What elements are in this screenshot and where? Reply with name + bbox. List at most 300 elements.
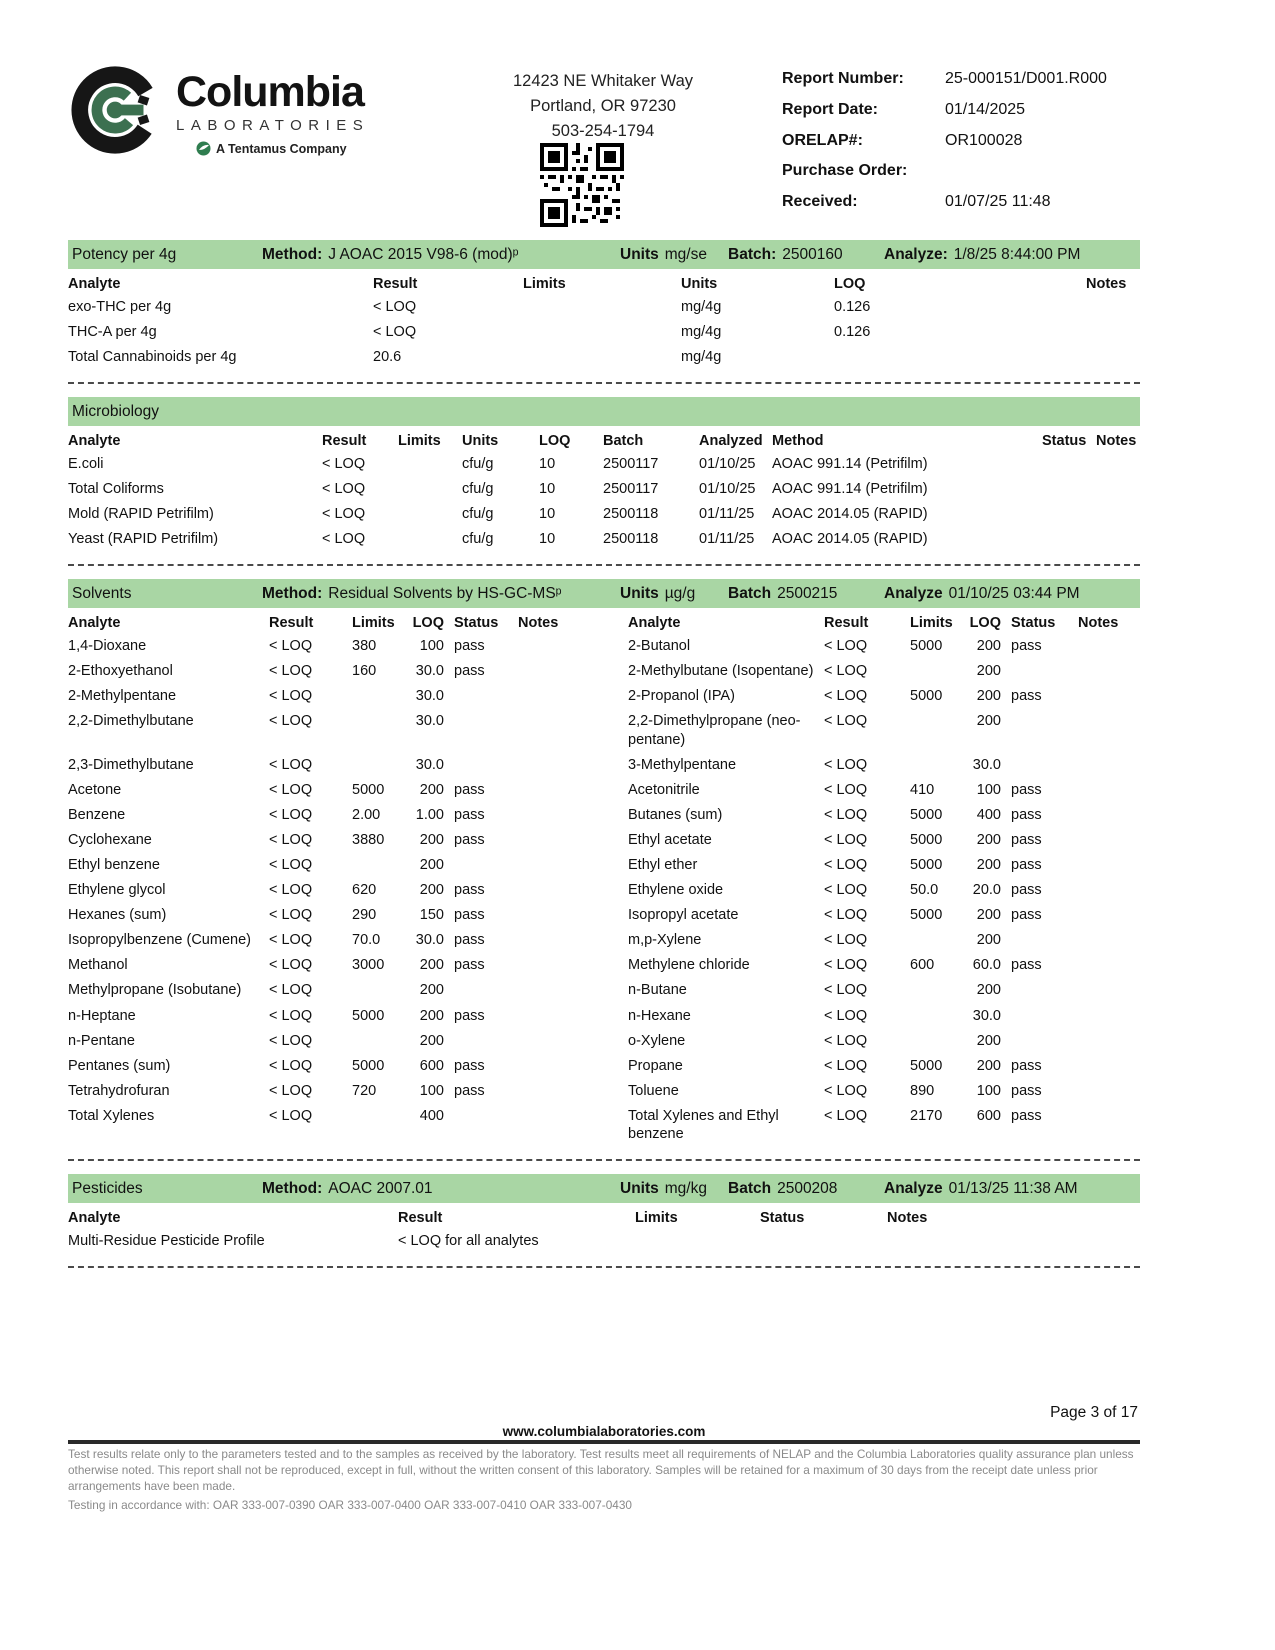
col-header-method: Method xyxy=(772,433,824,450)
method-cell: AOAC 2014.05 (RAPID) xyxy=(772,531,928,548)
status-cell xyxy=(454,1029,518,1054)
col-header-status: Status xyxy=(454,615,499,632)
microbiology-row xyxy=(68,452,1140,477)
analyte-cell: Isopropylbenzene (Cumene) xyxy=(68,932,251,949)
limits-cell: 5000 xyxy=(910,1057,943,1074)
solvent-row xyxy=(68,928,1140,953)
status-cell xyxy=(1011,709,1078,753)
result-cell: < LOQ xyxy=(269,713,313,730)
result-cell: < LOQ xyxy=(373,299,417,315)
analyze-label: Analyze xyxy=(884,584,943,602)
loq-cell: 200 xyxy=(976,857,1001,874)
limits-cell: 380 xyxy=(352,638,377,655)
analyte-cell: Toluene xyxy=(628,1082,679,1099)
column-spacer xyxy=(576,709,628,753)
col-header-status: Status xyxy=(1011,615,1056,632)
solvent-row xyxy=(68,659,1140,684)
notes-cell xyxy=(518,1079,576,1104)
result-cell: < LOQ xyxy=(824,882,868,899)
analyte-cell: Multi-Residue Pesticide Profile xyxy=(68,1233,265,1250)
analyte-cell: Methylpropane (Isobutane) xyxy=(68,982,242,999)
status-cell: pass xyxy=(454,832,485,849)
limits-cell: 890 xyxy=(910,1082,935,1099)
solvent-row xyxy=(68,978,1140,1003)
analyte-cell: 2-Butanol xyxy=(628,638,691,655)
loq-cell: 200 xyxy=(419,1007,444,1024)
loq-cell: 30.0 xyxy=(415,757,444,774)
potency-row xyxy=(68,320,1140,345)
loq-cell: 200 xyxy=(419,957,444,974)
report-info xyxy=(782,69,1140,223)
loq-cell: 100 xyxy=(976,782,1001,799)
units-cell: mg/4g xyxy=(681,299,722,315)
report-info-value xyxy=(945,161,1140,182)
loq-cell: 400 xyxy=(419,1107,444,1124)
col-header-notes: Notes xyxy=(887,1210,928,1227)
result-cell: < LOQ xyxy=(322,506,366,523)
units-value: mg/se xyxy=(664,245,707,263)
section-header-pesticides xyxy=(68,1174,1140,1203)
limits-cell: 5000 xyxy=(352,1057,385,1074)
loq-cell: 150 xyxy=(419,907,444,924)
result-cell: < LOQ xyxy=(269,957,313,974)
section-divider xyxy=(68,1159,1140,1161)
analyze-label: Analyze: xyxy=(884,245,948,263)
column-spacer xyxy=(576,753,628,778)
solvent-row xyxy=(68,1054,1140,1079)
limits-cell xyxy=(910,928,965,953)
report-info-value: 25-000151/D001.R000 xyxy=(945,70,1107,87)
column-spacer xyxy=(576,1104,628,1148)
limits-cell: 5000 xyxy=(910,832,943,849)
solvent-row xyxy=(68,1004,1140,1029)
notes-cell xyxy=(518,684,576,709)
potency-table xyxy=(68,269,1140,370)
status-cell xyxy=(454,709,518,753)
loq-cell: 200 xyxy=(976,907,1001,924)
result-cell: < LOQ xyxy=(824,688,868,705)
solvents-header-row xyxy=(68,608,1140,634)
loq-cell: 0.126 xyxy=(834,324,871,341)
limits-cell: 5000 xyxy=(910,807,943,824)
result-cell: < LOQ xyxy=(269,1057,313,1074)
limits-cell xyxy=(398,527,462,552)
notes-cell xyxy=(518,753,576,778)
notes-cell xyxy=(1086,320,1140,345)
result-cell: < LOQ xyxy=(269,688,313,705)
result-cell: < LOQ xyxy=(824,957,868,974)
result-cell: < LOQ xyxy=(269,1032,313,1049)
report-header xyxy=(68,55,1140,235)
section-title: Solvents xyxy=(72,584,132,602)
limits-cell xyxy=(523,295,681,320)
notes-cell xyxy=(1096,452,1140,477)
notes-cell xyxy=(518,928,576,953)
result-cell: < LOQ xyxy=(824,713,868,730)
notes-cell xyxy=(1078,878,1140,903)
loq-cell: 10 xyxy=(539,531,556,548)
section-divider xyxy=(68,564,1140,566)
status-cell: pass xyxy=(454,663,485,680)
result-cell: < LOQ xyxy=(269,982,313,999)
limits-cell xyxy=(910,1029,965,1054)
loq-cell: 200 xyxy=(976,1057,1001,1074)
loq-cell: 30.0 xyxy=(415,663,444,680)
col-header-limits: Limits xyxy=(635,1210,678,1227)
analyte-cell: Cyclohexane xyxy=(68,832,152,849)
solvent-row xyxy=(68,684,1140,709)
col-header-result: Result xyxy=(373,276,418,292)
pesticides-table xyxy=(68,1203,1140,1254)
col-header-status: Status xyxy=(1042,433,1087,450)
notes-cell xyxy=(518,778,576,803)
col-header-result: Result xyxy=(269,615,314,632)
notes-cell xyxy=(1078,1079,1140,1104)
loq-cell: 30.0 xyxy=(415,688,444,705)
analyte-cell: Pentanes (sum) xyxy=(68,1057,171,1074)
report-body xyxy=(68,240,1140,1281)
analyze-value: 01/10/25 03:44 PM xyxy=(948,584,1080,602)
loq-cell: 200 xyxy=(976,663,1001,680)
loq-cell: 200 xyxy=(419,857,444,874)
col-header-analyte: Analyte xyxy=(68,276,121,292)
column-spacer xyxy=(576,1029,628,1054)
col-header-result: Result xyxy=(824,615,869,632)
solvent-row xyxy=(68,1104,1140,1148)
status-cell xyxy=(1011,753,1078,778)
analyte-cell: Ethylene oxide xyxy=(628,882,724,899)
loq-cell: 60.0 xyxy=(972,957,1001,974)
analyze-value: 1/8/25 8:44:00 PM xyxy=(953,245,1081,263)
method-cell: AOAC 2014.05 (RAPID) xyxy=(772,506,928,523)
loq-cell: 30.0 xyxy=(415,932,444,949)
result-cell: < LOQ xyxy=(824,1032,868,1049)
batch-value: 2500208 xyxy=(777,1179,838,1197)
col-header-analyzed: Analyzed xyxy=(699,433,763,450)
result-cell: < LOQ xyxy=(824,757,868,774)
analyte-cell: 2,2-Dimethylpropane (neo-pentane) xyxy=(628,713,801,749)
analyte-cell: 2-Methylbutane (Isopentane) xyxy=(628,663,814,680)
notes-cell xyxy=(518,853,576,878)
column-spacer xyxy=(576,608,628,634)
loq-cell: 600 xyxy=(976,1107,1001,1124)
limits-cell xyxy=(398,477,462,502)
analyte-cell: Total Coliforms xyxy=(68,481,164,498)
limits-cell: 2.00 xyxy=(352,807,381,824)
brand-subtitle: LABORATORIES xyxy=(176,117,370,134)
status-cell: pass xyxy=(1011,907,1042,924)
analyte-cell: 1,4-Dioxane xyxy=(68,638,147,655)
analyte-cell: 2-Propanol (IPA) xyxy=(628,688,735,705)
solvent-row xyxy=(68,1079,1140,1104)
notes-cell xyxy=(518,978,576,1003)
analyte-cell: 2-Methylpentane xyxy=(68,688,177,705)
limits-cell xyxy=(910,659,965,684)
status-cell: pass xyxy=(1011,1057,1042,1074)
solvents-table xyxy=(68,608,1140,1147)
analyte-cell: exo-THC per 4g xyxy=(68,299,172,315)
report-info-row xyxy=(782,131,1140,152)
column-spacer xyxy=(576,828,628,853)
page-number: Page 3 of 17 xyxy=(1050,1404,1138,1421)
status-cell: pass xyxy=(454,932,485,949)
analyte-cell: 2,3-Dimethylbutane xyxy=(68,757,194,774)
notes-cell xyxy=(518,634,576,659)
status-cell xyxy=(454,853,518,878)
status-cell: pass xyxy=(1011,1082,1042,1099)
result-cell: < LOQ xyxy=(269,1082,313,1099)
notes-cell xyxy=(518,1004,576,1029)
units-cell: mg/4g xyxy=(681,349,722,366)
units-value: mg/kg xyxy=(664,1179,707,1197)
status-cell: pass xyxy=(454,1082,485,1099)
col-header-result: Result xyxy=(398,1210,443,1227)
notes-cell xyxy=(1078,828,1140,853)
status-cell: pass xyxy=(454,907,485,924)
analyzed-cell: 01/10/25 xyxy=(699,456,756,473)
limits-cell: 70.0 xyxy=(352,932,381,949)
solvent-row xyxy=(68,778,1140,803)
limits-cell: 5000 xyxy=(910,688,943,705)
column-spacer xyxy=(576,953,628,978)
result-cell: < LOQ xyxy=(824,638,868,655)
analyte-cell: Tetrahydrofuran xyxy=(68,1082,170,1099)
col-header-limits: Limits xyxy=(398,433,441,450)
solvent-row xyxy=(68,878,1140,903)
result-cell: 20.6 xyxy=(373,349,402,366)
analyte-cell: Acetonitrile xyxy=(628,782,700,799)
columbia-logo-text xyxy=(176,61,369,156)
column-spacer xyxy=(576,1004,628,1029)
col-header-units: Units xyxy=(681,276,718,292)
status-cell xyxy=(1011,1029,1078,1054)
limits-cell: 5000 xyxy=(352,1007,385,1024)
notes-cell xyxy=(1078,978,1140,1003)
notes-cell xyxy=(1078,634,1140,659)
brand-name: Columbia xyxy=(176,68,364,116)
units-label: Units xyxy=(620,245,659,263)
col-header-notes: Notes xyxy=(1096,433,1137,450)
solvent-row xyxy=(68,1029,1140,1054)
col-header-loq: LOQ xyxy=(412,615,444,632)
batch-label: Batch xyxy=(728,584,772,602)
microbiology-table xyxy=(68,426,1140,552)
col-header-notes: Notes xyxy=(1086,276,1127,292)
notes-cell xyxy=(1086,295,1140,320)
limits-cell: 290 xyxy=(352,907,377,924)
analyte-cell: Propane xyxy=(628,1057,683,1074)
report-info-label: ORELAP#: xyxy=(782,131,863,149)
disclaimer-text: Test results relate only to the parameters tested and to the samples as received by the laboratory. Test results meet all requirements of NELAP and the Columbia Laboratories quality assurance plan unless otherwise noted. This report shall not be reproduced, except in full, without the written consent of this laboratory. Samples will be retained for a maximum of 30 days from the receipt date unless prior arrangements have been made. xyxy=(68,1447,1134,1493)
status-cell xyxy=(454,1104,518,1148)
limits-cell xyxy=(352,753,408,778)
solvent-row xyxy=(68,753,1140,778)
limits-cell: 5000 xyxy=(352,782,385,799)
potency-row xyxy=(68,295,1140,320)
status-cell xyxy=(454,684,518,709)
report-info-row xyxy=(782,69,1140,90)
status-cell xyxy=(1042,477,1096,502)
notes-cell xyxy=(518,878,576,903)
loq-cell: 200 xyxy=(976,713,1001,730)
notes-cell xyxy=(1078,1029,1140,1054)
status-cell xyxy=(1042,527,1096,552)
columbia-logo-icon xyxy=(70,61,168,159)
notes-cell xyxy=(1078,753,1140,778)
address-line1: 12423 NE Whitaker Way xyxy=(512,72,694,90)
limits-cell: 5000 xyxy=(910,638,943,655)
status-cell: pass xyxy=(1011,957,1042,974)
notes-cell xyxy=(1078,903,1140,928)
result-cell: < LOQ xyxy=(824,857,868,874)
loq-cell: 30.0 xyxy=(972,1007,1001,1024)
report-info-label: Received: xyxy=(782,193,858,211)
analyte-cell: Isopropyl acetate xyxy=(628,907,739,924)
analyte-cell: o-Xylene xyxy=(628,1032,686,1049)
units-label: Units xyxy=(620,1179,659,1197)
status-cell: pass xyxy=(1011,688,1042,705)
solvent-row xyxy=(68,709,1140,753)
column-spacer xyxy=(576,878,628,903)
analyte-cell: n-Butane xyxy=(628,982,687,999)
loq-cell: 10 xyxy=(539,456,556,473)
result-cell: < LOQ xyxy=(269,832,313,849)
section-divider xyxy=(68,382,1140,384)
notes-cell xyxy=(518,659,576,684)
analyzed-cell: 01/11/25 xyxy=(699,531,755,548)
section-title: Potency per 4g xyxy=(72,245,177,263)
report-info-row xyxy=(782,161,1140,182)
method-label: Method: xyxy=(262,245,323,263)
col-header-limits: Limits xyxy=(352,615,395,632)
status-cell: pass xyxy=(454,957,485,974)
limits-cell xyxy=(910,709,965,753)
analyte-cell: Hexanes (sum) xyxy=(68,907,167,924)
notes-cell xyxy=(1078,928,1140,953)
column-spacer xyxy=(576,634,628,659)
loq-cell: 200 xyxy=(976,688,1001,705)
col-header-loq: LOQ xyxy=(969,615,1001,632)
solvent-row xyxy=(68,828,1140,853)
result-cell: < LOQ xyxy=(269,882,313,899)
limits-cell xyxy=(398,452,462,477)
loq-cell: 600 xyxy=(419,1057,444,1074)
report-info-value: 01/07/25 11:48 xyxy=(945,193,1051,211)
limits-cell xyxy=(352,978,408,1003)
units-cell: mg/4g xyxy=(681,324,722,341)
result-cell: < LOQ xyxy=(269,638,313,655)
notes-cell xyxy=(1078,709,1140,753)
report-info-label: Report Date: xyxy=(782,100,879,118)
notes-cell xyxy=(1096,527,1140,552)
tentamus-tagline xyxy=(196,141,369,156)
col-header-units: Units xyxy=(462,433,499,450)
analyte-cell: 2,2-Dimethylbutane xyxy=(68,713,194,730)
method-label: Method: xyxy=(262,1179,323,1197)
col-header-analyte: Analyte xyxy=(68,433,121,450)
notes-cell xyxy=(518,709,576,753)
analyte-cell: Acetone xyxy=(68,782,122,799)
analyte-cell: Total Xylenes xyxy=(68,1107,155,1124)
limits-cell: 410 xyxy=(910,782,935,799)
method-cell: AOAC 991.14 (Petrifilm) xyxy=(772,481,928,498)
result-cell: < LOQ xyxy=(824,1107,868,1124)
tentamus-leaf-icon xyxy=(196,141,211,156)
analyte-cell: Butanes (sum) xyxy=(628,807,723,824)
solvent-row xyxy=(68,953,1140,978)
column-spacer xyxy=(576,684,628,709)
solvent-row xyxy=(68,903,1140,928)
pesticide-row xyxy=(68,1229,1140,1254)
result-cell: < LOQ xyxy=(824,782,868,799)
analyte-cell: Ethyl acetate xyxy=(628,832,712,849)
loq-cell xyxy=(834,345,1086,370)
loq-cell: 200 xyxy=(976,638,1001,655)
batch-cell: 2500117 xyxy=(603,481,659,498)
report-info-row xyxy=(782,100,1140,121)
status-cell: pass xyxy=(1011,832,1042,849)
limits-cell xyxy=(910,753,965,778)
column-spacer xyxy=(576,978,628,1003)
report-info-value: OR100028 xyxy=(945,131,1023,149)
limits-cell: 50.0 xyxy=(910,882,939,899)
result-cell: < LOQ xyxy=(824,663,868,680)
status-cell: pass xyxy=(454,638,485,655)
microbiology-header-row xyxy=(68,426,1140,452)
limits-cell xyxy=(352,709,408,753)
loq-cell: 200 xyxy=(419,1032,444,1049)
col-header-notes: Notes xyxy=(518,615,559,632)
loq-cell: 200 xyxy=(976,982,1001,999)
method-value: Residual Solvents by HS-GC-MSᵖ xyxy=(328,584,562,602)
potency-header-row xyxy=(68,269,1140,295)
column-spacer xyxy=(576,659,628,684)
result-cell: < LOQ xyxy=(322,456,366,473)
result-cell: < LOQ xyxy=(824,832,868,849)
col-header-limits: Limits xyxy=(523,276,566,292)
limits-cell: 160 xyxy=(352,663,377,680)
analyte-cell: Total Cannabinoids per 4g xyxy=(68,349,237,366)
result-cell: < LOQ xyxy=(269,932,313,949)
analyte-cell: Methylene chloride xyxy=(628,957,750,974)
result-cell: < LOQ xyxy=(824,907,868,924)
column-spacer xyxy=(576,778,628,803)
loq-cell: 200 xyxy=(976,832,1001,849)
result-cell: < LOQ xyxy=(373,324,417,341)
analyte-cell: 3-Methylpentane xyxy=(628,757,737,774)
limits-cell xyxy=(910,978,965,1003)
loq-cell: 30.0 xyxy=(415,713,444,730)
loq-cell: 100 xyxy=(419,638,444,655)
status-cell: pass xyxy=(1011,882,1042,899)
limits-cell: 5000 xyxy=(910,857,943,874)
limits-cell: 3880 xyxy=(352,832,385,849)
status-cell xyxy=(1011,659,1078,684)
col-header-analyte: Analyte xyxy=(68,1210,121,1227)
column-spacer xyxy=(576,1079,628,1104)
column-spacer xyxy=(576,903,628,928)
loq-cell: 200 xyxy=(419,982,444,999)
microbiology-row xyxy=(68,502,1140,527)
lab-address xyxy=(448,69,758,143)
notes-cell xyxy=(518,1029,576,1054)
section-header-solvents xyxy=(68,579,1140,608)
limits-cell xyxy=(352,1029,408,1054)
report-info-row xyxy=(782,192,1140,213)
batch-label: Batch xyxy=(728,1179,772,1197)
testing-accordance-text: Testing in accordance with: OAR 333-007-0390 OAR 333-007-0400 OAR 333-007-0410 OAR 333-007-0430 xyxy=(68,1497,632,1512)
analyze-label: Analyze xyxy=(884,1179,943,1197)
